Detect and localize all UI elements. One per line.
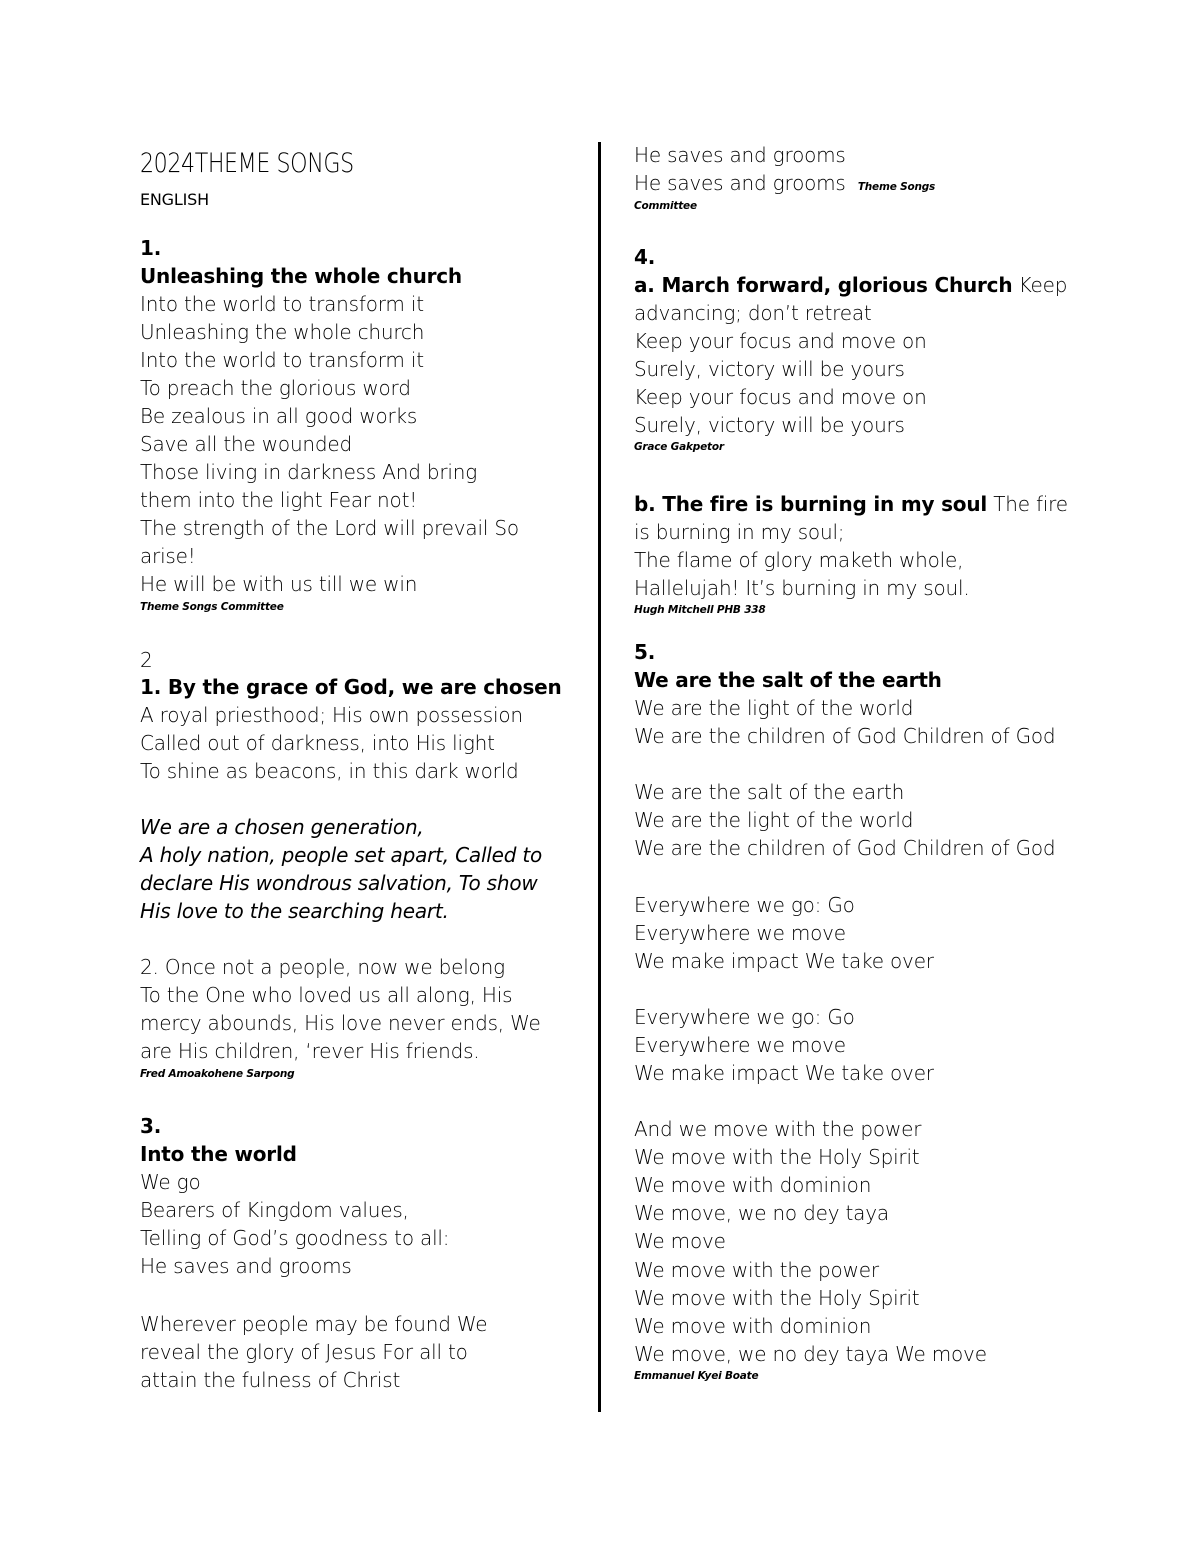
- lyric-line: We move with the Holy Spirit: [634, 1145, 920, 1169]
- song-number: 1.: [140, 236, 162, 260]
- lyric-line: We move with dominion: [634, 1173, 872, 1197]
- lyric-line: To preach the glorious word: [140, 376, 411, 400]
- lyric-line: advancing; don’t retreat: [634, 301, 872, 325]
- lyric-line: Everywhere we move: [634, 921, 846, 945]
- lyric-line-with-credit: [634, 171, 935, 195]
- lyric-line: We move with the Holy Spirit: [634, 1286, 920, 1310]
- lyric-line: We go: [140, 1170, 201, 1194]
- lyric-line: The flame of glory maketh whole,: [634, 548, 964, 572]
- lyric-line: We move: [634, 1229, 726, 1253]
- lyric-line: We are the light of the world: [634, 808, 914, 832]
- lyric-line: He saves and grooms: [140, 1254, 352, 1278]
- song-heading: Into the world: [140, 1142, 297, 1166]
- lyric-text: He saves and grooms: [634, 171, 846, 195]
- lyric-text: The fire: [993, 492, 1068, 516]
- lyric-line: mercy abounds, His love never ends, We: [140, 1011, 541, 1035]
- lyric-line: We move with the power: [634, 1258, 879, 1282]
- song-credit: Committee: [634, 200, 697, 212]
- song-heading-line: [634, 273, 1067, 297]
- chorus-line: We are a chosen generation,: [140, 815, 424, 839]
- lyric-line: reveal the glory of Jesus For all to: [140, 1340, 468, 1364]
- lyric-line: Be zealous in all good works: [140, 404, 418, 428]
- page-subtitle: ENGLISH: [140, 190, 209, 209]
- song-heading: 1. By the grace of God, we are chosen: [140, 675, 562, 699]
- chorus-line: declare His wondrous salvation, To show: [140, 871, 538, 895]
- lyric-line: We make impact We take over: [634, 1061, 934, 1085]
- song-heading: Unleashing the whole church: [140, 264, 462, 288]
- lyric-line: To the One who loved us all along, His: [140, 983, 513, 1007]
- lyric-line: Everywhere we go: Go: [634, 1005, 855, 1029]
- lyric-line: Telling of God’s goodness to all:: [140, 1226, 450, 1250]
- song-credit: Theme Songs: [857, 181, 936, 193]
- lyric-line: We move, we no dey taya We move: [634, 1342, 987, 1366]
- lyric-line: We move with dominion: [634, 1314, 872, 1338]
- lyric-line: To shine as beacons, in this dark world: [140, 759, 519, 783]
- song-credit: Theme Songs Committee: [140, 601, 284, 613]
- lyric-line: Surely, victory will be yours: [634, 413, 905, 437]
- song-credit: Hugh Mitchell PHB 338: [634, 604, 766, 616]
- song-heading-line: [634, 492, 1068, 516]
- song-heading: We are the salt of the earth: [634, 668, 942, 692]
- lyric-line: Unleashing the whole church: [140, 320, 425, 344]
- song-credit: Grace Gakpetor: [634, 441, 724, 453]
- lyric-line: is burning in my soul;: [634, 520, 845, 544]
- lyric-line: Into the world to transform it: [140, 348, 424, 372]
- page-title: 2024THEME SONGS: [140, 148, 354, 179]
- lyric-line: attain the fulness of Christ: [140, 1368, 401, 1392]
- lyric-line: A royal priesthood; His own possession: [140, 703, 523, 727]
- song-number: 4.: [634, 245, 656, 269]
- lyric-line: We make impact We take over: [634, 949, 934, 973]
- lyric-line: 2. Once not a people, now we belong: [140, 955, 505, 979]
- lyric-line: Everywhere we go: Go: [634, 893, 855, 917]
- lyric-line: Everywhere we move: [634, 1033, 846, 1057]
- lyric-line: The strength of the Lord will prevail So: [140, 516, 519, 540]
- song-number: 3.: [140, 1114, 162, 1138]
- chorus-line: A holy nation, people set apart, Called to: [140, 843, 543, 867]
- lyric-line: Save all the wounded: [140, 432, 352, 456]
- lyric-line: Keep your focus and move on: [634, 385, 927, 409]
- lyric-line: He will be with us till we win: [140, 572, 418, 596]
- lyric-line: Surely, victory will be yours: [634, 357, 905, 381]
- lyric-line: arise!: [140, 544, 196, 568]
- lyric-line: Called out of darkness, into His light: [140, 731, 495, 755]
- song-number: 5.: [634, 640, 656, 664]
- lyric-line: We are the light of the world: [634, 696, 914, 720]
- lyric-line: He saves and grooms: [634, 143, 846, 167]
- lyric-line: Those living in darkness And bring: [140, 460, 478, 484]
- lyric-line: Keep your focus and move on: [634, 329, 927, 353]
- lyric-line: We are the children of God Children of God: [634, 836, 1056, 860]
- lyric-line: Wherever people may be found We: [140, 1312, 488, 1336]
- song-heading: a. March forward, glorious Church: [634, 273, 1013, 297]
- lyric-text: Keep: [1018, 273, 1068, 297]
- lyric-line: Hallelujah! It’s burning in my soul.: [634, 576, 970, 600]
- lyric-line: We move, we no dey taya: [634, 1201, 889, 1225]
- song-credit: Emmanuel Kyei Boate: [634, 1370, 759, 1382]
- song-number: 2: [140, 648, 153, 672]
- lyric-line: are His children, ‘rever His friends.: [140, 1039, 480, 1063]
- lyric-line: We are the salt of the earth: [634, 780, 905, 804]
- song-heading: b. The fire is burning in my soul: [634, 492, 988, 516]
- song-credit: Fred Amoakohene Sarpong: [140, 1068, 295, 1080]
- lyric-line: And we move with the power: [634, 1117, 922, 1141]
- column-divider: [598, 142, 601, 1412]
- lyric-line: Bearers of Kingdom values,: [140, 1198, 409, 1222]
- lyric-line: them into the light Fear not!: [140, 488, 418, 512]
- lyric-line: Into the world to transform it: [140, 292, 424, 316]
- lyric-line: We are the children of God Children of God: [634, 724, 1056, 748]
- chorus-line: His love to the searching heart.: [140, 899, 449, 923]
